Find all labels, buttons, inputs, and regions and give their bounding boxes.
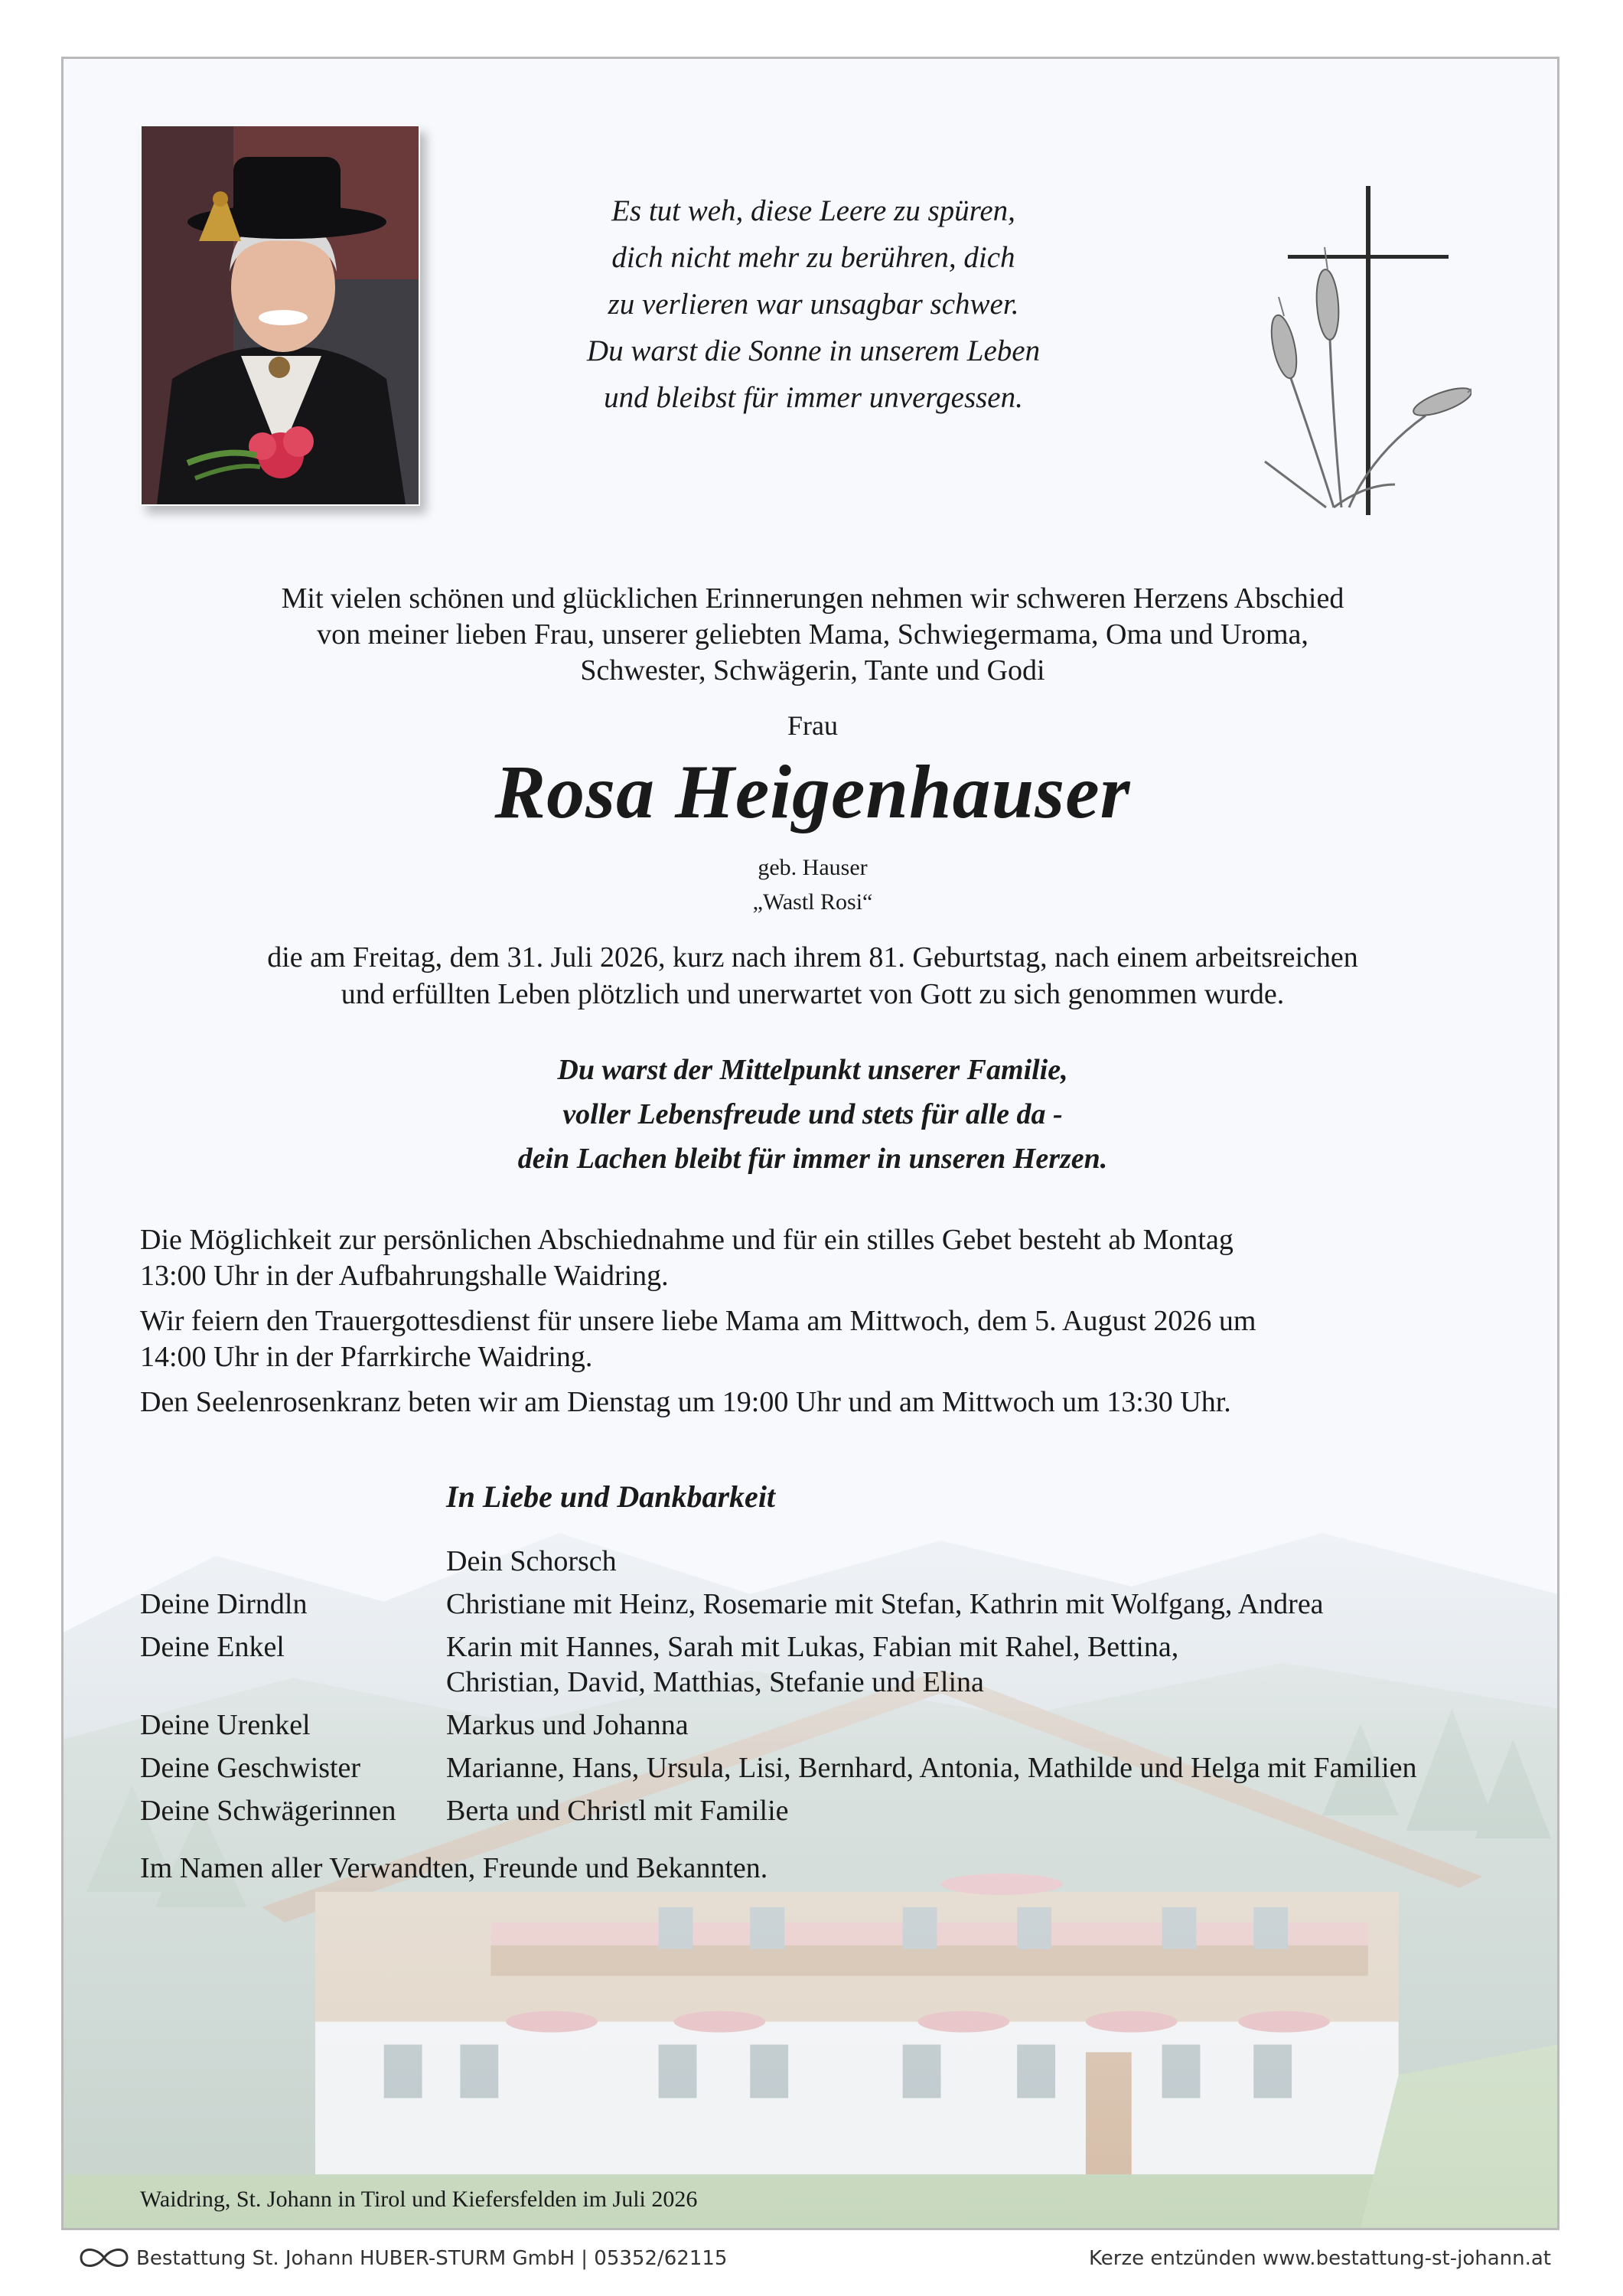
info-line: Die Möglichkeit zur persönlichen Abschiednahme und für ein stilles Gebet besteht ab Montag	[140, 1224, 1234, 1256]
poem-line: zu verlieren war unsagbar schwer.	[608, 288, 1019, 321]
death-line: die am Freitag, dem 31. Juli 2026, kurz nach ihrem 81. Geburtstag, nach einem arbeitsreichen	[267, 941, 1358, 974]
relation-label: Deine Schwägerinnen	[140, 1795, 396, 1827]
intro-line: Schwester, Schwägerin, Tante und Godi	[580, 654, 1045, 687]
mourner-row	[140, 1793, 1533, 1828]
mourner-row	[140, 1544, 1533, 1579]
intro-line: Mit vielen schönen und glücklichen Erinnerungen nehmen wir schweren Herzens Abschied	[281, 582, 1344, 615]
funeral-home-info: Bestattung St. Johann HUBER-STURM GmbH | 05352/62115	[136, 2247, 728, 2270]
place-and-date: Waidring, St. Johann in Tirol und Kiefersfelden im Juli 2026	[140, 2187, 698, 2212]
mourner-names	[446, 1793, 1533, 1828]
portrait-photo	[140, 125, 420, 506]
relation-label: Deine Urenkel	[140, 1709, 311, 1741]
candle-link[interactable]: Kerze entzünden www.bestattung-st-johann.at	[1089, 2247, 1551, 2270]
motto	[109, 1048, 1516, 1181]
mourner-names-line: Marianne, Hans, Ursula, Lisi, Bernhard, Antonia, Mathilde und Helga mit Familien	[446, 1752, 1417, 1784]
mourner-names-line: Markus und Johanna	[446, 1709, 689, 1741]
closing-line: Im Namen aller Verwandten, Freunde und Bekannten.	[140, 1852, 768, 1884]
mourner-row	[140, 1629, 1533, 1700]
poem	[523, 188, 1104, 421]
poem-line: Es tut weh, diese Leere zu spüren,	[611, 194, 1015, 227]
mourner-names-line: Dein Schorsch	[446, 1545, 617, 1577]
maiden-name: geb. Hauser	[758, 855, 868, 880]
deceased-name: Rosa Heigenhauser	[494, 749, 1131, 834]
mourner-names-line: Christian, David, Matthias, Stefanie und Elina	[446, 1666, 984, 1698]
mourner-names-line: Berta und Christl mit Familie	[446, 1795, 789, 1827]
poem-line: dich nicht mehr zu berühren, dich	[611, 241, 1015, 274]
footer	[0, 2242, 1623, 2281]
service-info	[140, 1303, 1517, 1375]
salutation: Frau	[787, 710, 838, 741]
motto-line: dein Lachen bleibt für immer in unseren Herzen.	[517, 1143, 1108, 1175]
intro-text	[109, 581, 1516, 689]
mourner-names-line: Karin mit Hannes, Sarah mit Lukas, Fabian mit Rahel, Bettina,	[446, 1631, 1179, 1663]
relation-label: Deine Geschwister	[140, 1752, 361, 1784]
motto-line: Du warst der Mittelpunkt unserer Familie,	[557, 1054, 1068, 1086]
infinity-logo-icon	[77, 2242, 132, 2273]
mourners-list	[140, 1544, 1533, 1836]
cross-with-wheat-icon	[1242, 125, 1471, 523]
motto-line: voller Lebensfreude und stets für alle da -	[562, 1098, 1063, 1130]
funeral-info	[140, 1222, 1517, 1430]
intro-line: von meiner lieben Frau, unserer geliebten Mama, Schwiegermama, Oma und Uroma,	[317, 618, 1309, 651]
rosary-info: Den Seelenrosenkranz beten wir am Dienstag um 19:00 Uhr und am Mittwoch um 13:30 Uhr.	[140, 1386, 1231, 1418]
mourner-names-line: Christiane mit Heinz, Rosemarie mit Stefan, Kathrin mit Wolfgang, Andrea	[446, 1588, 1324, 1620]
death-announcement	[109, 939, 1516, 1013]
relation-label: Deine Enkel	[140, 1631, 285, 1663]
obituary-card	[61, 57, 1559, 2230]
poem-line: Du warst die Sonne in unserem Leben	[586, 334, 1041, 367]
relation-label: Deine Dirndln	[140, 1588, 308, 1620]
mourner-names	[446, 1750, 1533, 1786]
relation-label	[140, 1544, 446, 1579]
info-line: Wir feiern den Trauergottesdienst für unsere liebe Mama am Mittwoch, dem 5. August 2026 um	[140, 1305, 1256, 1337]
mourner-row	[140, 1750, 1533, 1786]
mourner-names	[446, 1707, 1533, 1743]
mourner-row	[140, 1707, 1533, 1743]
nickname: „Wastl Rosi“	[752, 889, 873, 915]
viewing-info	[140, 1222, 1517, 1294]
death-line: und erfüllten Leben plötzlich und unerwartet von Gott zu sich genommen wurde.	[341, 978, 1285, 1010]
mourner-names	[446, 1629, 1533, 1700]
mourner-names	[446, 1587, 1533, 1622]
info-line: 13:00 Uhr in der Aufbahrungshalle Waidring.	[140, 1260, 669, 1292]
poem-line: und bleibst für immer unvergessen.	[604, 381, 1023, 414]
gratitude-heading: In Liebe und Dankbarkeit	[446, 1479, 776, 1514]
mourner-names	[446, 1544, 1533, 1579]
mourner-row	[140, 1587, 1533, 1622]
info-line: 14:00 Uhr in der Pfarrkirche Waidring.	[140, 1341, 593, 1373]
